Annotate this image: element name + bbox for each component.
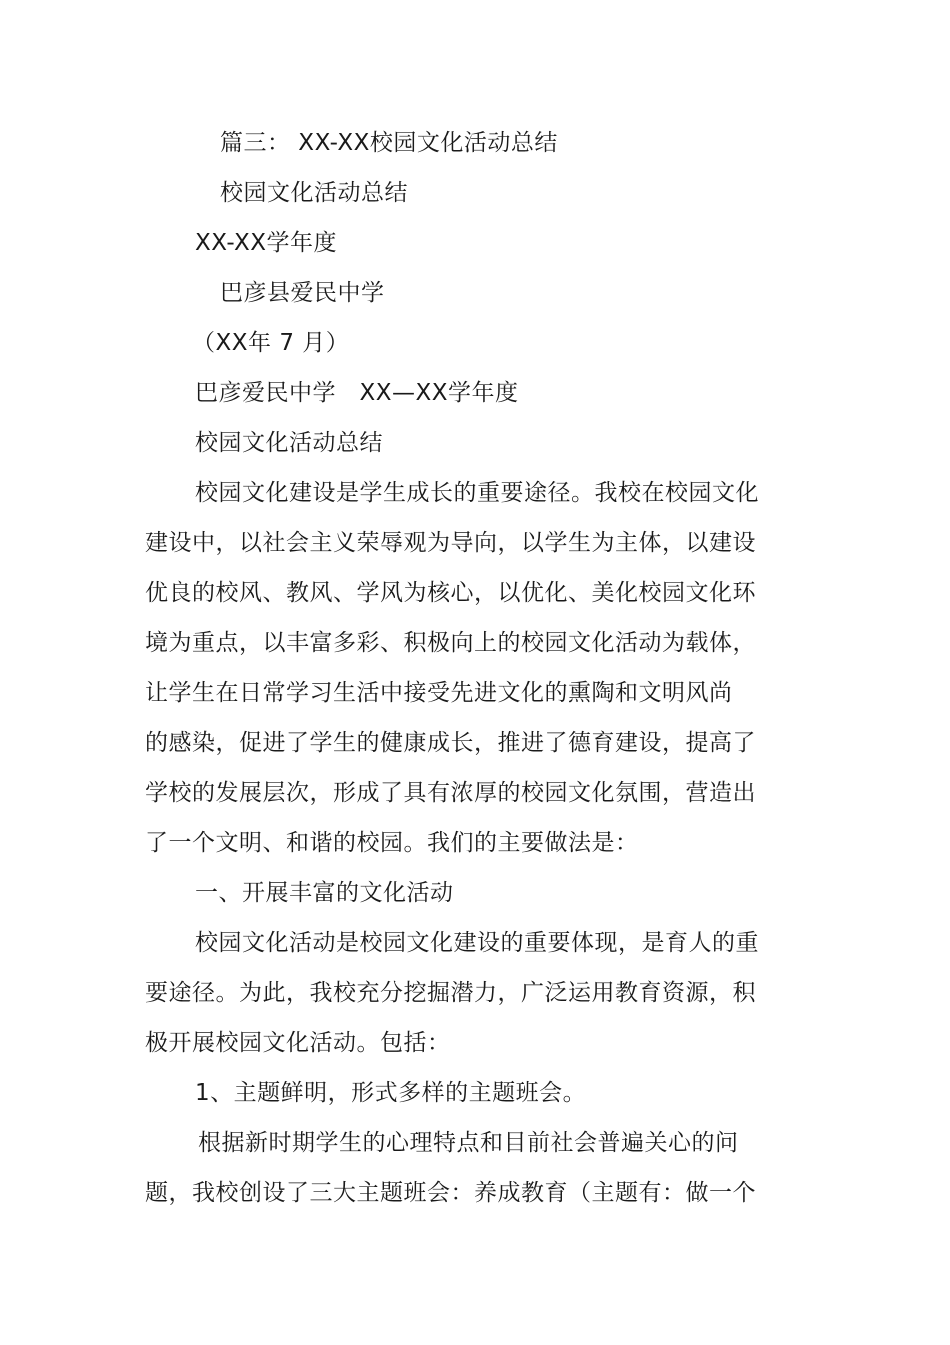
title: 校园文化活动总结 — [220, 180, 408, 206]
item-heading: 1、主题鲜明，形式多样的主题班会。 — [195, 1080, 587, 1106]
paragraph-line: 校园文化建设是学生成长的重要途径。我校在校园文化 — [195, 480, 759, 506]
section-heading: 一、开展丰富的文化活动 — [195, 880, 454, 906]
paragraph-line: 根据新时期学生的心理特点和目前社会普遍关心的问 — [198, 1130, 739, 1156]
school-year: XX-XX学年度 — [195, 230, 338, 256]
paragraph-line: 优良的校风、教风、学风为核心，以优化、美化校园文化环 — [145, 580, 756, 606]
heading: 篇三： XX-XX校园文化活动总结 — [220, 130, 558, 156]
paragraph-line: 境为重点，以丰富多彩、积极向上的校园文化活动为载体， — [145, 630, 756, 656]
paragraph-line: 极开展校园文化活动。包括： — [145, 1030, 451, 1056]
paragraph-line: 校园文化活动是校园文化建设的重要体现，是育人的重 — [195, 930, 759, 956]
paragraph-line: 的感染，促进了学生的健康成长，推进了德育建设，提高了 — [145, 730, 756, 756]
school-name: 巴彦县爱民中学 — [220, 280, 385, 306]
school-year-full: 巴彦爱民中学 XX—XX学年度 — [195, 380, 519, 406]
paragraph-line: 了一个文明、和谐的校园。我们的主要做法是： — [145, 830, 639, 856]
date: （XX年 7 月） — [192, 330, 350, 356]
paragraph-line: 要途径。为此，我校充分挖掘潜力，广泛运用教育资源，积 — [145, 980, 756, 1006]
paragraph-line: 建设中，以社会主义荣辱观为导向，以学生为主体，以建设 — [145, 530, 756, 556]
paragraph-line: 学校的发展层次，形成了具有浓厚的校园文化氛围，营造出 — [145, 780, 756, 806]
paragraph-line: 让学生在日常学习生活中接受先进文化的熏陶和文明风尚 — [145, 680, 733, 706]
paragraph-line: 题，我校创设了三大主题班会：养成教育（主题有：做一个 — [145, 1180, 756, 1206]
subtitle: 校园文化活动总结 — [195, 430, 383, 456]
